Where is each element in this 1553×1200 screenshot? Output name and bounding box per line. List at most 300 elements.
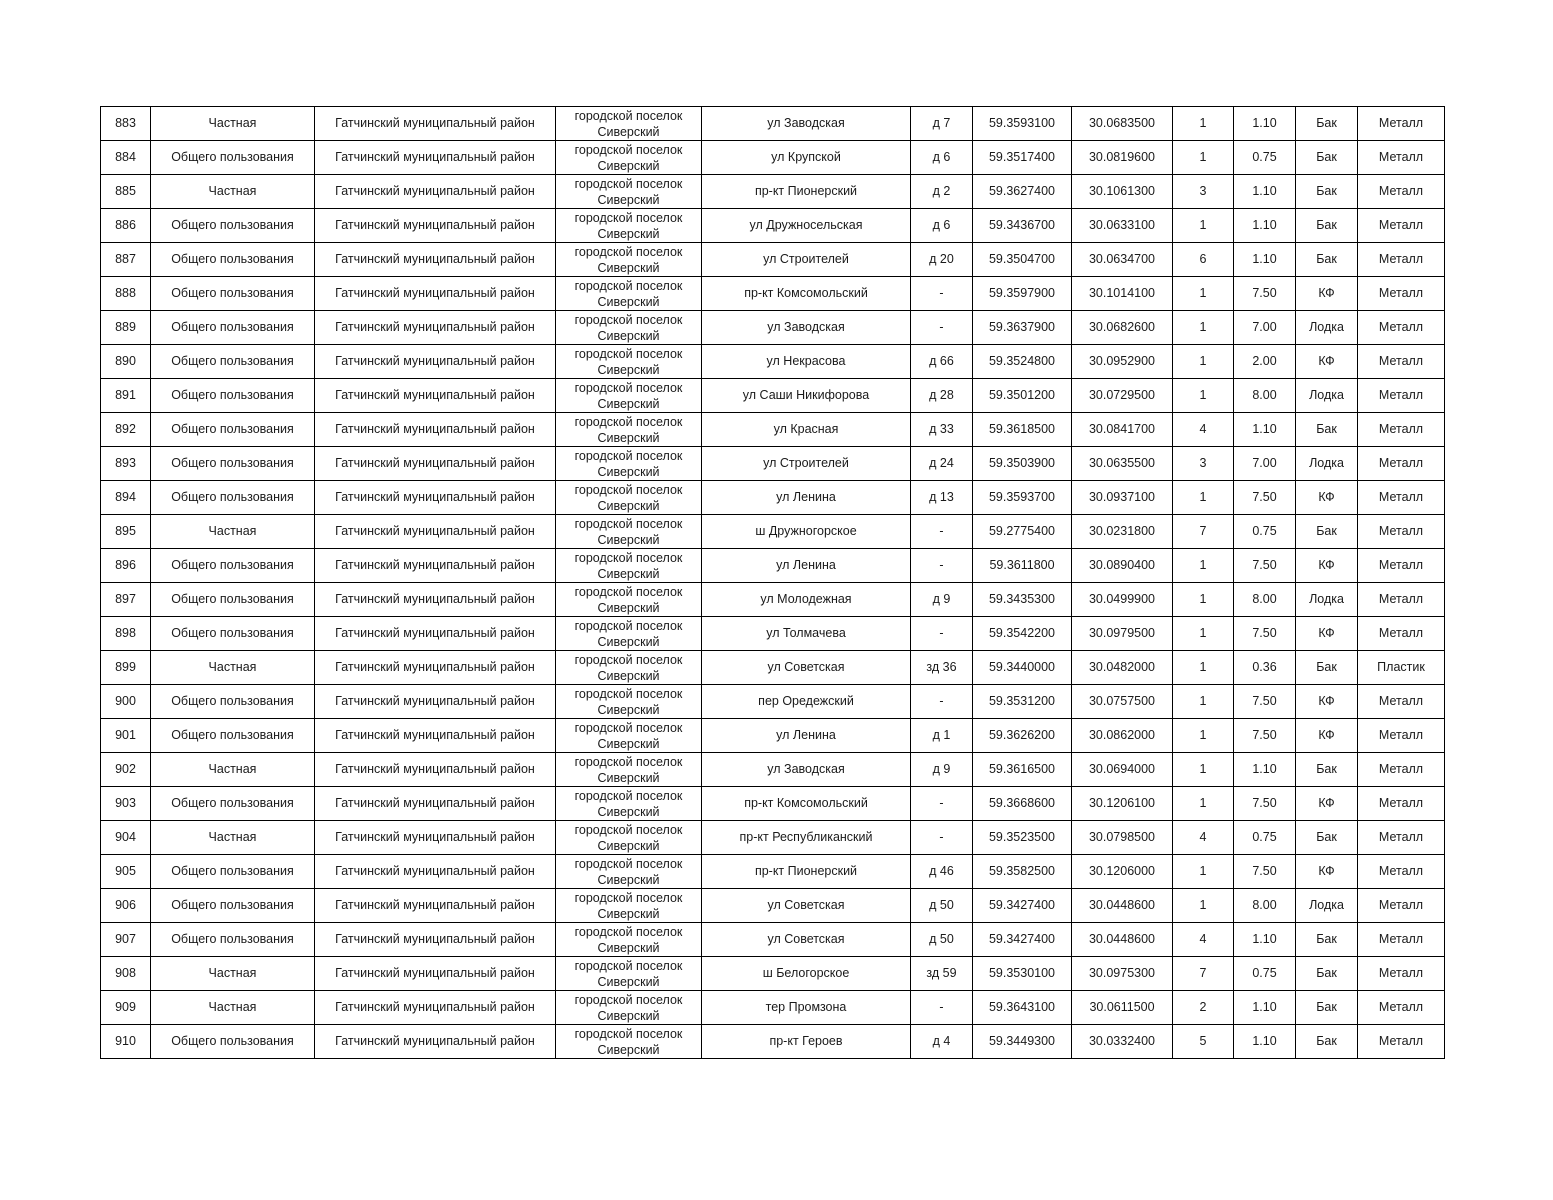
cell-longitude: 30.0499900 <box>1072 583 1173 617</box>
cell-district: Гатчинский муниципальный район <box>315 515 556 549</box>
cell-district: Гатчинский муниципальный район <box>315 991 556 1025</box>
cell-longitude: 30.1206000 <box>1072 855 1173 889</box>
cell-street: ул Дружносельская <box>702 209 911 243</box>
cell-latitude: 59.3427400 <box>973 923 1072 957</box>
cell-house: - <box>911 617 973 651</box>
cell-ownership: Частная <box>151 651 315 685</box>
cell-number: 909 <box>101 991 151 1025</box>
settlement-line-2: Сиверский <box>597 838 660 853</box>
cell-ownership: Частная <box>151 957 315 991</box>
cell-longitude: 30.0890400 <box>1072 549 1173 583</box>
cell-container-count: 3 <box>1173 175 1234 209</box>
cell-number: 907 <box>101 923 151 957</box>
settlement-line-1: городской поселок <box>574 448 683 463</box>
cell-latitude: 59.3616500 <box>973 753 1072 787</box>
cell-container-count: 1 <box>1173 107 1234 141</box>
table-row <box>101 447 1445 481</box>
cell-longitude: 30.0841700 <box>1072 413 1173 447</box>
cell-settlement <box>556 515 702 549</box>
cell-container-type: Бак <box>1296 243 1358 277</box>
cell-longitude: 30.0937100 <box>1072 481 1173 515</box>
cell-ownership: Общего пользования <box>151 141 315 175</box>
cell-longitude: 30.0634700 <box>1072 243 1173 277</box>
cell-settlement <box>556 583 702 617</box>
cell-container-material: Металл <box>1358 719 1445 753</box>
cell-house: д 66 <box>911 345 973 379</box>
cell-house: - <box>911 685 973 719</box>
table-row <box>101 107 1445 141</box>
cell-container-volume: 7.50 <box>1234 277 1296 311</box>
cell-street: пр-кт Республиканский <box>702 821 911 855</box>
cell-longitude: 30.0231800 <box>1072 515 1173 549</box>
cell-container-count: 1 <box>1173 889 1234 923</box>
cell-latitude: 59.3531200 <box>973 685 1072 719</box>
cell-container-type: Бак <box>1296 107 1358 141</box>
cell-number: 900 <box>101 685 151 719</box>
cell-number: 886 <box>101 209 151 243</box>
cell-container-count: 1 <box>1173 311 1234 345</box>
cell-ownership: Общего пользования <box>151 583 315 617</box>
cell-district: Гатчинский муниципальный район <box>315 141 556 175</box>
settlement-line-2: Сиверский <box>597 362 660 377</box>
cell-ownership: Общего пользования <box>151 787 315 821</box>
settlement-line-1: городской поселок <box>574 278 683 293</box>
settlement-line-2: Сиверский <box>597 396 660 411</box>
cell-container-material: Металл <box>1358 345 1445 379</box>
cell-container-count: 1 <box>1173 277 1234 311</box>
cell-district: Гатчинский муниципальный район <box>315 651 556 685</box>
cell-longitude: 30.0332400 <box>1072 1025 1173 1059</box>
cell-district: Гатчинский муниципальный район <box>315 889 556 923</box>
cell-ownership: Общего пользования <box>151 447 315 481</box>
cell-street: пр-кт Комсомольский <box>702 787 911 821</box>
settlement-line-1: городской поселок <box>574 890 683 905</box>
cell-longitude: 30.0975300 <box>1072 957 1173 991</box>
cell-container-type: Бак <box>1296 209 1358 243</box>
cell-container-volume: 8.00 <box>1234 379 1296 413</box>
cell-longitude: 30.0979500 <box>1072 617 1173 651</box>
cell-container-count: 1 <box>1173 617 1234 651</box>
cell-longitude: 30.1206100 <box>1072 787 1173 821</box>
cell-ownership: Частная <box>151 515 315 549</box>
cell-container-material: Металл <box>1358 175 1445 209</box>
settlement-line-2: Сиверский <box>597 226 660 241</box>
cell-district: Гатчинский муниципальный район <box>315 855 556 889</box>
cell-district: Гатчинский муниципальный район <box>315 719 556 753</box>
cell-street: пр-кт Пионерский <box>702 175 911 209</box>
cell-ownership: Общего пользования <box>151 481 315 515</box>
settlement-line-1: городской поселок <box>574 1026 683 1041</box>
cell-latitude: 59.3582500 <box>973 855 1072 889</box>
cell-street: ул Советская <box>702 923 911 957</box>
cell-settlement <box>556 685 702 719</box>
settlement-line-2: Сиверский <box>597 328 660 343</box>
cell-container-volume: 1.10 <box>1234 107 1296 141</box>
cell-number: 885 <box>101 175 151 209</box>
cell-container-volume: 0.75 <box>1234 821 1296 855</box>
cell-longitude: 30.0633100 <box>1072 209 1173 243</box>
cell-district: Гатчинский муниципальный район <box>315 583 556 617</box>
cell-container-material: Пластик <box>1358 651 1445 685</box>
cell-house: д 6 <box>911 141 973 175</box>
cell-container-count: 6 <box>1173 243 1234 277</box>
cell-number: 905 <box>101 855 151 889</box>
cell-street: тер Промзона <box>702 991 911 1025</box>
cell-house: д 24 <box>911 447 973 481</box>
cell-settlement <box>556 617 702 651</box>
cell-number: 887 <box>101 243 151 277</box>
cell-container-material: Металл <box>1358 107 1445 141</box>
cell-container-volume: 2.00 <box>1234 345 1296 379</box>
cell-latitude: 59.3440000 <box>973 651 1072 685</box>
cell-longitude: 30.0819600 <box>1072 141 1173 175</box>
cell-container-material: Металл <box>1358 1025 1445 1059</box>
settlement-line-1: городской поселок <box>574 856 683 871</box>
cell-number: 884 <box>101 141 151 175</box>
cell-settlement <box>556 413 702 447</box>
cell-district: Гатчинский муниципальный район <box>315 311 556 345</box>
cell-container-type: КФ <box>1296 549 1358 583</box>
cell-container-count: 2 <box>1173 991 1234 1025</box>
cell-latitude: 59.3593700 <box>973 481 1072 515</box>
cell-container-material: Металл <box>1358 991 1445 1025</box>
cell-longitude: 30.0482000 <box>1072 651 1173 685</box>
cell-number: 891 <box>101 379 151 413</box>
table-row <box>101 855 1445 889</box>
cell-container-count: 3 <box>1173 447 1234 481</box>
settlement-line-2: Сиверский <box>597 430 660 445</box>
cell-container-volume: 1.10 <box>1234 175 1296 209</box>
cell-longitude: 30.0757500 <box>1072 685 1173 719</box>
cell-container-material: Металл <box>1358 311 1445 345</box>
cell-ownership: Общего пользования <box>151 413 315 447</box>
cell-district: Гатчинский муниципальный район <box>315 685 556 719</box>
cell-district: Гатчинский муниципальный район <box>315 549 556 583</box>
cell-container-material: Металл <box>1358 447 1445 481</box>
cell-longitude: 30.0635500 <box>1072 447 1173 481</box>
settlement-line-1: городской поселок <box>574 992 683 1007</box>
cell-district: Гатчинский муниципальный район <box>315 753 556 787</box>
cell-house: д 4 <box>911 1025 973 1059</box>
table-row <box>101 821 1445 855</box>
cell-container-count: 1 <box>1173 141 1234 175</box>
cell-container-type: Лодка <box>1296 889 1358 923</box>
cell-container-volume: 7.50 <box>1234 855 1296 889</box>
cell-street: ул Толмачева <box>702 617 911 651</box>
cell-latitude: 59.3523500 <box>973 821 1072 855</box>
cell-ownership: Частная <box>151 821 315 855</box>
settlement-line-2: Сиверский <box>597 158 660 173</box>
cell-container-material: Металл <box>1358 515 1445 549</box>
cell-latitude: 59.3435300 <box>973 583 1072 617</box>
cell-settlement <box>556 923 702 957</box>
settlement-line-2: Сиверский <box>597 124 660 139</box>
cell-container-material: Металл <box>1358 549 1445 583</box>
cell-ownership: Общего пользования <box>151 379 315 413</box>
cell-ownership: Общего пользования <box>151 889 315 923</box>
cell-container-material: Металл <box>1358 787 1445 821</box>
cell-ownership: Общего пользования <box>151 243 315 277</box>
settlement-line-2: Сиверский <box>597 736 660 751</box>
cell-latitude: 59.3618500 <box>973 413 1072 447</box>
cell-house: д 6 <box>911 209 973 243</box>
cell-container-volume: 0.75 <box>1234 957 1296 991</box>
settlement-line-1: городской поселок <box>574 312 683 327</box>
cell-container-volume: 7.50 <box>1234 685 1296 719</box>
cell-district: Гатчинский муниципальный район <box>315 787 556 821</box>
cell-container-count: 7 <box>1173 957 1234 991</box>
settlement-line-1: городской поселок <box>574 176 683 191</box>
cell-ownership: Частная <box>151 991 315 1025</box>
cell-number: 883 <box>101 107 151 141</box>
cell-longitude: 30.0683500 <box>1072 107 1173 141</box>
cell-container-material: Металл <box>1358 617 1445 651</box>
cell-house: д 50 <box>911 889 973 923</box>
settlement-line-2: Сиверский <box>597 770 660 785</box>
cell-house: д 28 <box>911 379 973 413</box>
cell-container-count: 7 <box>1173 515 1234 549</box>
table-row <box>101 889 1445 923</box>
settlement-line-2: Сиверский <box>597 702 660 717</box>
settlement-line-2: Сиверский <box>597 260 660 275</box>
cell-latitude: 59.3449300 <box>973 1025 1072 1059</box>
cell-number: 897 <box>101 583 151 617</box>
cell-container-type: Лодка <box>1296 583 1358 617</box>
settlement-line-1: городской поселок <box>574 210 683 225</box>
cell-street: ул Крупской <box>702 141 911 175</box>
cell-street: ул Заводская <box>702 107 911 141</box>
cell-longitude: 30.0694000 <box>1072 753 1173 787</box>
cell-container-volume: 8.00 <box>1234 889 1296 923</box>
settlement-line-1: городской поселок <box>574 108 683 123</box>
cell-number: 893 <box>101 447 151 481</box>
cell-latitude: 59.2775400 <box>973 515 1072 549</box>
cell-container-type: Бак <box>1296 957 1358 991</box>
cell-street: ул Ленина <box>702 719 911 753</box>
cell-container-volume: 7.50 <box>1234 787 1296 821</box>
cell-container-volume: 1.10 <box>1234 1025 1296 1059</box>
cell-longitude: 30.0448600 <box>1072 923 1173 957</box>
table-row <box>101 345 1445 379</box>
cell-latitude: 59.3501200 <box>973 379 1072 413</box>
cell-container-type: Лодка <box>1296 311 1358 345</box>
cell-house: д 1 <box>911 719 973 753</box>
cell-district: Гатчинский муниципальный район <box>315 821 556 855</box>
cell-settlement <box>556 651 702 685</box>
cell-container-volume: 1.10 <box>1234 413 1296 447</box>
cell-container-type: Бак <box>1296 923 1358 957</box>
cell-ownership: Общего пользования <box>151 719 315 753</box>
settlement-line-2: Сиверский <box>597 906 660 921</box>
cell-container-volume: 0.36 <box>1234 651 1296 685</box>
settlement-line-2: Сиверский <box>597 192 660 207</box>
settlement-line-1: городской поселок <box>574 652 683 667</box>
cell-container-type: КФ <box>1296 481 1358 515</box>
cell-latitude: 59.3668600 <box>973 787 1072 821</box>
cell-district: Гатчинский муниципальный район <box>315 447 556 481</box>
cell-container-type: КФ <box>1296 719 1358 753</box>
cell-district: Гатчинский муниципальный район <box>315 379 556 413</box>
cell-container-type: КФ <box>1296 855 1358 889</box>
cell-street: ул Строителей <box>702 243 911 277</box>
settlement-line-1: городской поселок <box>574 244 683 259</box>
cell-ownership: Общего пользования <box>151 311 315 345</box>
cell-latitude: 59.3627400 <box>973 175 1072 209</box>
cell-container-volume: 7.50 <box>1234 719 1296 753</box>
table-row <box>101 413 1445 447</box>
cell-container-count: 4 <box>1173 821 1234 855</box>
cell-district: Гатчинский муниципальный район <box>315 1025 556 1059</box>
cell-settlement <box>556 107 702 141</box>
settlement-line-2: Сиверский <box>597 1008 660 1023</box>
cell-settlement <box>556 549 702 583</box>
table-row <box>101 957 1445 991</box>
cell-latitude: 59.3611800 <box>973 549 1072 583</box>
cell-container-volume: 7.50 <box>1234 617 1296 651</box>
cell-street: ул Заводская <box>702 753 911 787</box>
cell-number: 904 <box>101 821 151 855</box>
cell-house: - <box>911 991 973 1025</box>
cell-container-material: Металл <box>1358 243 1445 277</box>
cell-street: ш Белогорское <box>702 957 911 991</box>
cell-container-material: Металл <box>1358 957 1445 991</box>
cell-settlement <box>556 481 702 515</box>
settlement-line-2: Сиверский <box>597 498 660 513</box>
cell-container-material: Металл <box>1358 583 1445 617</box>
cell-container-count: 1 <box>1173 753 1234 787</box>
cell-settlement <box>556 311 702 345</box>
cell-container-count: 5 <box>1173 1025 1234 1059</box>
cell-number: 898 <box>101 617 151 651</box>
cell-settlement <box>556 447 702 481</box>
cell-container-count: 1 <box>1173 345 1234 379</box>
cell-number: 895 <box>101 515 151 549</box>
table-row <box>101 209 1445 243</box>
cell-longitude: 30.0862000 <box>1072 719 1173 753</box>
cell-container-volume: 7.50 <box>1234 481 1296 515</box>
cell-district: Гатчинский муниципальный район <box>315 481 556 515</box>
cell-number: 908 <box>101 957 151 991</box>
cell-container-material: Металл <box>1358 141 1445 175</box>
table-row <box>101 787 1445 821</box>
cell-container-material: Металл <box>1358 277 1445 311</box>
cell-street: ул Советская <box>702 889 911 923</box>
settlement-line-2: Сиверский <box>597 974 660 989</box>
cell-container-material: Металл <box>1358 379 1445 413</box>
cell-number: 888 <box>101 277 151 311</box>
cell-container-material: Металл <box>1358 821 1445 855</box>
cell-district: Гатчинский муниципальный район <box>315 345 556 379</box>
cell-latitude: 59.3530100 <box>973 957 1072 991</box>
cell-house: - <box>911 311 973 345</box>
cell-container-material: Металл <box>1358 413 1445 447</box>
settlement-line-2: Сиверский <box>597 804 660 819</box>
cell-number: 894 <box>101 481 151 515</box>
cell-latitude: 59.3626200 <box>973 719 1072 753</box>
settlement-line-2: Сиверский <box>597 464 660 479</box>
settlement-line-1: городской поселок <box>574 346 683 361</box>
settlement-line-2: Сиверский <box>597 668 660 683</box>
cell-street: ул Советская <box>702 651 911 685</box>
cell-ownership: Общего пользования <box>151 855 315 889</box>
table-row <box>101 243 1445 277</box>
cell-latitude: 59.3524800 <box>973 345 1072 379</box>
cell-latitude: 59.3637900 <box>973 311 1072 345</box>
settlement-line-2: Сиверский <box>597 566 660 581</box>
settlement-line-2: Сиверский <box>597 600 660 615</box>
cell-settlement <box>556 821 702 855</box>
cell-container-count: 1 <box>1173 209 1234 243</box>
cell-ownership: Общего пользования <box>151 617 315 651</box>
cell-container-material: Металл <box>1358 753 1445 787</box>
cell-street: ул Ленина <box>702 481 911 515</box>
settlement-line-1: городской поселок <box>574 754 683 769</box>
cell-container-type: Бак <box>1296 651 1358 685</box>
cell-ownership: Общего пользования <box>151 277 315 311</box>
table-body <box>101 107 1445 1059</box>
cell-container-type: КФ <box>1296 617 1358 651</box>
settlement-line-1: городской поселок <box>574 822 683 837</box>
cell-number: 902 <box>101 753 151 787</box>
cell-container-volume: 8.00 <box>1234 583 1296 617</box>
cell-container-volume: 1.10 <box>1234 923 1296 957</box>
cell-number: 889 <box>101 311 151 345</box>
table-row <box>101 583 1445 617</box>
cell-district: Гатчинский муниципальный район <box>315 107 556 141</box>
cell-district: Гатчинский муниципальный район <box>315 923 556 957</box>
cell-container-type: КФ <box>1296 685 1358 719</box>
cell-container-type: Лодка <box>1296 447 1358 481</box>
container-sites-table <box>100 106 1445 1059</box>
cell-house: д 9 <box>911 583 973 617</box>
settlement-line-1: городской поселок <box>574 414 683 429</box>
cell-container-material: Металл <box>1358 889 1445 923</box>
cell-ownership: Частная <box>151 753 315 787</box>
cell-latitude: 59.3427400 <box>973 889 1072 923</box>
cell-container-material: Металл <box>1358 685 1445 719</box>
cell-container-type: Бак <box>1296 141 1358 175</box>
settlement-line-1: городской поселок <box>574 958 683 973</box>
cell-container-material: Металл <box>1358 209 1445 243</box>
cell-ownership: Общего пользования <box>151 685 315 719</box>
cell-longitude: 30.1061300 <box>1072 175 1173 209</box>
cell-settlement <box>556 957 702 991</box>
table-row <box>101 685 1445 719</box>
cell-settlement <box>556 855 702 889</box>
cell-container-count: 1 <box>1173 379 1234 413</box>
cell-house: - <box>911 787 973 821</box>
table-row <box>101 549 1445 583</box>
settlement-line-1: городской поселок <box>574 720 683 735</box>
cell-settlement <box>556 889 702 923</box>
cell-container-volume: 1.10 <box>1234 209 1296 243</box>
cell-longitude: 30.0448600 <box>1072 889 1173 923</box>
settlement-line-1: городской поселок <box>574 550 683 565</box>
settlement-line-2: Сиверский <box>597 294 660 309</box>
table-row <box>101 481 1445 515</box>
cell-container-volume: 0.75 <box>1234 141 1296 175</box>
cell-container-count: 1 <box>1173 583 1234 617</box>
table-row <box>101 617 1445 651</box>
cell-settlement <box>556 1025 702 1059</box>
table-row <box>101 991 1445 1025</box>
cell-district: Гатчинский муниципальный район <box>315 209 556 243</box>
cell-container-type: КФ <box>1296 345 1358 379</box>
cell-street: ул Ленина <box>702 549 911 583</box>
cell-container-volume: 7.00 <box>1234 447 1296 481</box>
cell-longitude: 30.0682600 <box>1072 311 1173 345</box>
cell-container-type: Бак <box>1296 175 1358 209</box>
